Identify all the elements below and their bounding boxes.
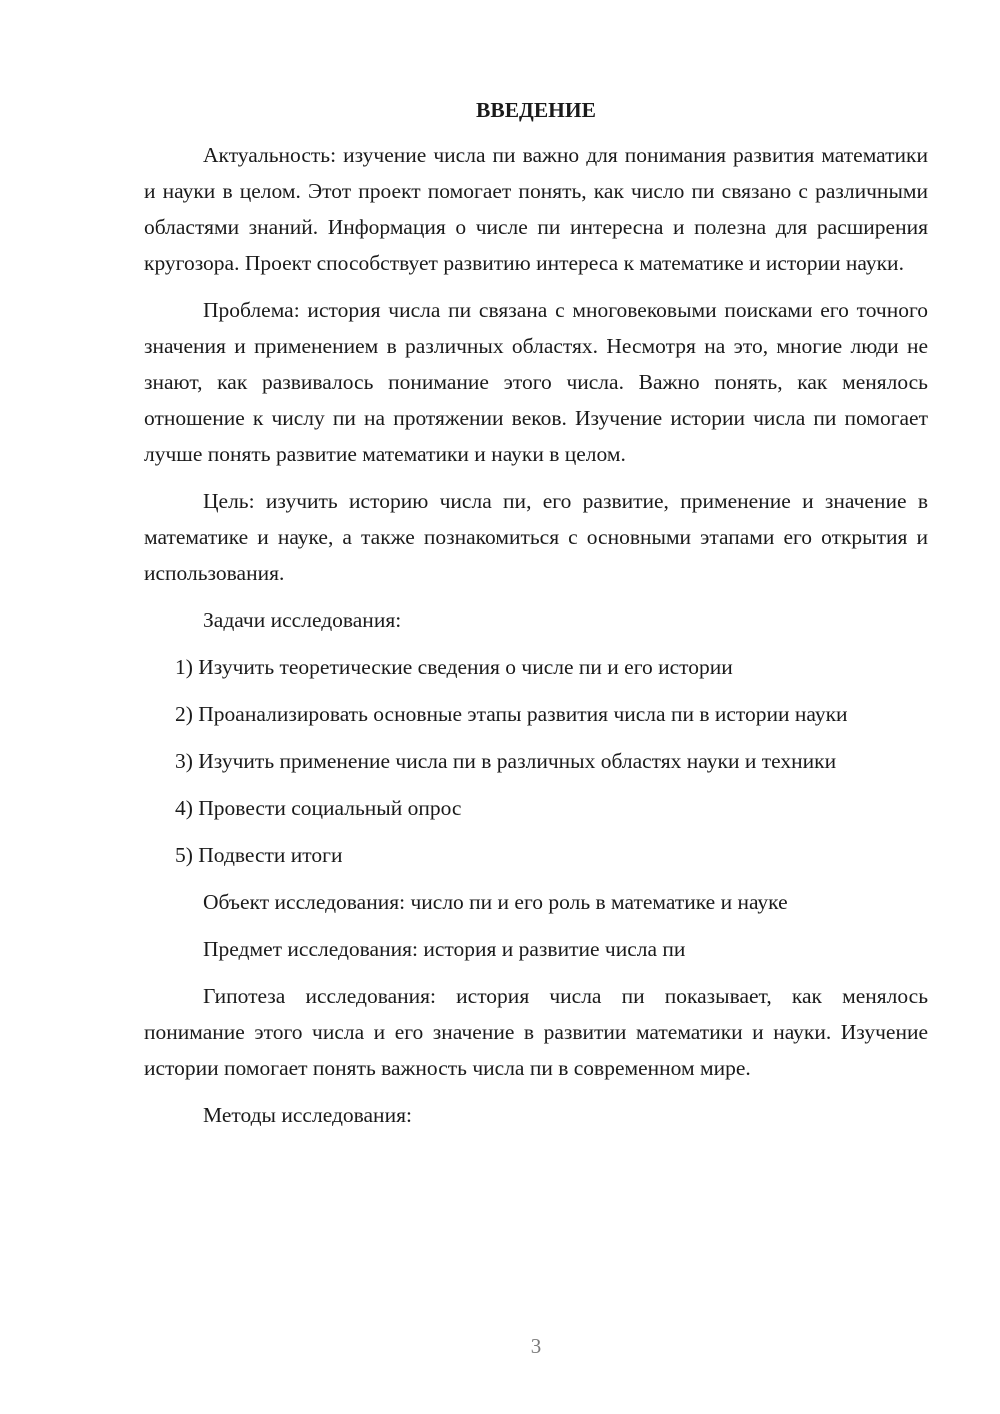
document-page — [144, 92, 928, 1144]
methods-heading: Методы исследования: — [203, 1103, 412, 1127]
task-item-4: 4) Провести социальный опрос — [175, 796, 462, 820]
goal-paragraph: Цель: изучить историю числа пи, его развитие, применение и значение в математике и науке, а также познакомиться с основными этапами его открытия и использования. — [144, 489, 928, 585]
task-item-5: 5) Подвести итоги — [175, 843, 343, 867]
tasks-heading: Задачи исследования: — [203, 608, 402, 632]
problem-paragraph: Проблема: история числа пи связана с многовековыми поисками его точного значения и применением в различных областях. Несмотря на это, многие люди не знают, как развивалось понимание этого числа. Важно понять, как менялось отношение к числу пи на протяжении веков. Изучение истории числа пи помогает лучше понять развитие математики и науки в целом. — [144, 298, 928, 466]
task-item-3: 3) Изучить применение числа пи в различных областях науки и техники — [175, 749, 837, 773]
page-number: 3 — [530, 1334, 542, 1358]
task-item-2: 2) Проанализировать основные этапы развития числа пи в истории науки — [175, 702, 848, 726]
document-title: ВВЕДЕНИЕ — [476, 98, 596, 122]
task-item-1: 1) Изучить теоретические сведения о числе пи и его истории — [175, 655, 733, 679]
research-object: Объект исследования: число пи и его роль в математике и науке — [203, 890, 788, 914]
research-hypothesis: Гипотеза исследования: история числа пи показывает, как менялось понимание этого числа и его значение в развитии математики и науки. Изучение истории помогает понять важность числа пи в современном мире. — [144, 984, 928, 1080]
research-subject: Предмет исследования: история и развитие числа пи — [203, 937, 686, 961]
relevance-paragraph: Актуальность: изучение числа пи важно для понимания развития математики и науки в целом. Этот проект помогает понять, как число пи связано с различными областями знаний. Информация о числе пи интересна и полезна для расширения кругозора. Проект способствует развитию интереса к математике и истории науки. — [144, 143, 928, 275]
